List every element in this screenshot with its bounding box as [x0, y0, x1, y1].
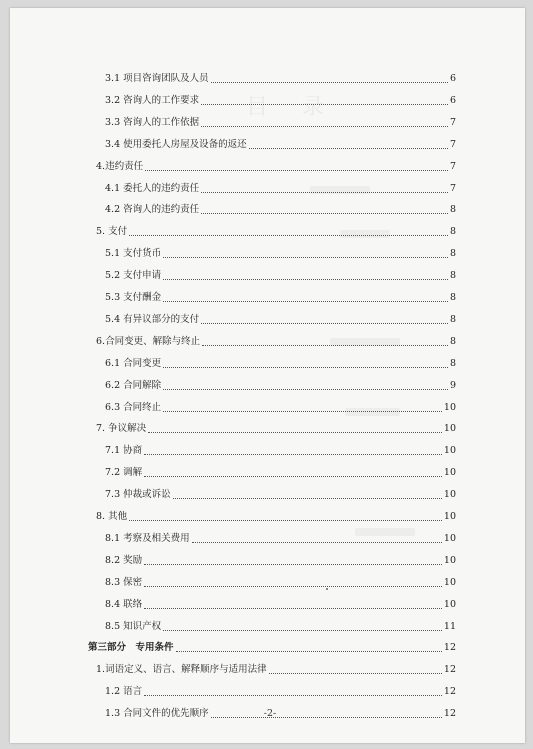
toc-entry-page-number: 7: [449, 183, 456, 194]
toc-entry-label: 5.3 支付酬金: [105, 292, 162, 303]
toc-entry[interactable]: [96, 422, 456, 436]
toc-entry-page-number: 8: [449, 248, 456, 259]
toc-entry-label: 3.1 项目咨询团队及人员: [105, 73, 209, 84]
dot-leader: [144, 586, 442, 587]
toc-entry[interactable]: [105, 444, 456, 458]
toc-entry[interactable]: [105, 554, 456, 568]
toc-entry[interactable]: [105, 357, 456, 371]
toc-entry-page-number: 12: [443, 642, 456, 653]
toc-entry[interactable]: [105, 488, 456, 502]
toc-entry[interactable]: [105, 313, 456, 327]
toc-entry-label: 第三部分 专用条件: [88, 642, 174, 653]
dot-leader: [129, 520, 442, 521]
toc-entry[interactable]: [105, 291, 456, 305]
toc-entry-page-number: 7: [449, 139, 456, 150]
toc-entry-label: 8.4 联络: [105, 599, 143, 610]
bleed-through-text: 目 录: [246, 95, 331, 120]
toc-entry[interactable]: [105, 598, 456, 612]
toc-entry[interactable]: [105, 576, 456, 590]
toc-entry-page-number: 10: [443, 555, 456, 566]
dot-leader: [211, 717, 442, 718]
toc-entry[interactable]: [105, 94, 456, 108]
toc-entry-page-number: 10: [443, 423, 456, 434]
toc-entry[interactable]: [96, 335, 456, 349]
toc-entry-page-number: 8: [449, 292, 456, 303]
toc-entry-page-number: 10: [443, 511, 456, 522]
dot-leader: [201, 192, 448, 193]
toc-entry-label: 1.2 语言: [105, 686, 143, 697]
toc-entry-label: 6.3 合同终止: [105, 402, 162, 413]
dot-leader: [202, 345, 448, 346]
toc-entry-page-number: 10: [443, 445, 456, 456]
toc-entry[interactable]: [105, 116, 456, 130]
toc-entry-label: 4.1 委托人的违约责任: [105, 183, 200, 194]
toc-entry-page-number: 10: [443, 577, 456, 588]
dot-leader: [176, 651, 442, 652]
toc-entry-page-number: 10: [443, 489, 456, 500]
toc-entry-page-number: 12: [443, 708, 456, 719]
table-of-contents: [10, 8, 525, 743]
toc-entry[interactable]: [105, 532, 456, 546]
toc-entry-page-number: 8: [449, 314, 456, 325]
toc-entry-page-number: 10: [443, 402, 456, 413]
toc-entry[interactable]: [96, 160, 456, 174]
toc-entry-page-number: 8: [449, 226, 456, 237]
toc-entry-label: 7.1 协商: [105, 445, 143, 456]
dot-leader: [144, 608, 442, 609]
toc-entry-label: 6.2 合同解除: [105, 380, 162, 391]
toc-entry-label: 4.2 咨询人的违约责任: [105, 204, 200, 215]
toc-entry-label: 6.1 合同变更: [105, 358, 162, 369]
dot-leader: [201, 104, 448, 105]
dot-leader: [163, 389, 448, 390]
toc-entry-label: 1.3 合同文件的优先顺序: [105, 708, 209, 719]
toc-entry[interactable]: [105, 138, 456, 152]
toc-entry-label: 7. 争议解决: [96, 423, 147, 434]
dot-leader: [269, 673, 442, 674]
dot-leader: [144, 564, 442, 565]
toc-entry-page-number: 12: [443, 664, 456, 675]
toc-entry-label: 3.3 咨询人的工作依据: [105, 117, 200, 128]
dot-leader: [145, 170, 448, 171]
dot-leader: [163, 279, 448, 280]
dot-leader: [163, 411, 442, 412]
toc-entry-page-number: 10: [443, 467, 456, 478]
dot-leader: [163, 367, 448, 368]
toc-entry[interactable]: [96, 510, 456, 524]
toc-entry-label: 3.2 咨询人的工作要求: [105, 95, 200, 106]
toc-entry[interactable]: [105, 182, 456, 196]
toc-entry-page-number: 8: [449, 358, 456, 369]
dot-leader: [163, 301, 448, 302]
toc-entry-page-number: 8: [449, 204, 456, 215]
toc-entry-page-number: 9: [449, 380, 456, 391]
toc-entry-label: 8.1 考察及相关费用: [105, 533, 190, 544]
toc-entry[interactable]: [105, 466, 456, 480]
toc-entry-page-number: 10: [443, 533, 456, 544]
dot-leader: [163, 630, 442, 631]
toc-entry-label: 7.3 仲裁或诉讼: [105, 489, 171, 500]
dot-leader: [144, 454, 442, 455]
toc-entry-label: 3.4 使用委托人房屋及设备的返还: [105, 139, 247, 150]
toc-entry[interactable]: [96, 663, 456, 677]
toc-entry[interactable]: [105, 203, 456, 217]
toc-entry-label: 6.合同变更、解除与终止: [96, 336, 201, 347]
dot-leader: [211, 82, 448, 83]
toc-entry[interactable]: [105, 72, 456, 86]
toc-entry[interactable]: [105, 379, 456, 393]
toc-entry-label: 5.4 有异议部分的支付: [105, 314, 200, 325]
toc-entry-label: 5. 支付: [96, 226, 128, 237]
toc-entry-label: 5.2 支付申请: [105, 270, 162, 281]
toc-entry-page-number: 6: [449, 73, 456, 84]
dot-leader: [129, 235, 448, 236]
toc-entry-label: 8. 其他: [96, 511, 128, 522]
dot-leader: [148, 432, 442, 433]
toc-entry-page-number: 7: [449, 161, 456, 172]
toc-entry-label: 1.词语定义、语言、解释顺序与适用法律: [96, 664, 267, 675]
toc-entry-page-number: 6: [449, 95, 456, 106]
toc-entry-label: 8.2 奖励: [105, 555, 143, 566]
toc-entry-label: 8.3 保密: [105, 577, 143, 588]
toc-entry[interactable]: [88, 641, 456, 655]
toc-entry[interactable]: [105, 269, 456, 283]
toc-entry-page-number: 11: [443, 621, 456, 632]
dot-leader: [144, 476, 442, 477]
toc-entry[interactable]: [105, 401, 456, 415]
dot-leader: [192, 542, 442, 543]
toc-entry[interactable]: [105, 620, 456, 634]
toc-entry-label: 7.2 调解: [105, 467, 143, 478]
toc-entry-page-number: 8: [449, 270, 456, 281]
dot-leader: [201, 323, 448, 324]
dot-leader: [173, 498, 442, 499]
toc-entry-page-number: 8: [449, 336, 456, 347]
toc-entry[interactable]: [105, 685, 456, 699]
toc-entry[interactable]: [96, 225, 456, 239]
dot-leader: [201, 126, 448, 127]
scan-speck: [326, 588, 328, 590]
dot-leader: [163, 257, 448, 258]
dot-leader: [201, 213, 448, 214]
toc-entry-label: 8.5 知识产权: [105, 621, 162, 632]
document-page: [10, 8, 525, 743]
toc-entry-page-number: 7: [449, 117, 456, 128]
toc-entry-label: 4.违约责任: [96, 161, 144, 172]
dot-leader: [249, 148, 448, 149]
page-number: -2-: [263, 708, 277, 719]
dot-leader: [144, 695, 442, 696]
toc-entry-page-number: 10: [443, 599, 456, 610]
toc-entry[interactable]: [105, 247, 456, 261]
toc-entry-page-number: 12: [443, 686, 456, 697]
toc-entry-label: 5.1 支付货币: [105, 248, 162, 259]
